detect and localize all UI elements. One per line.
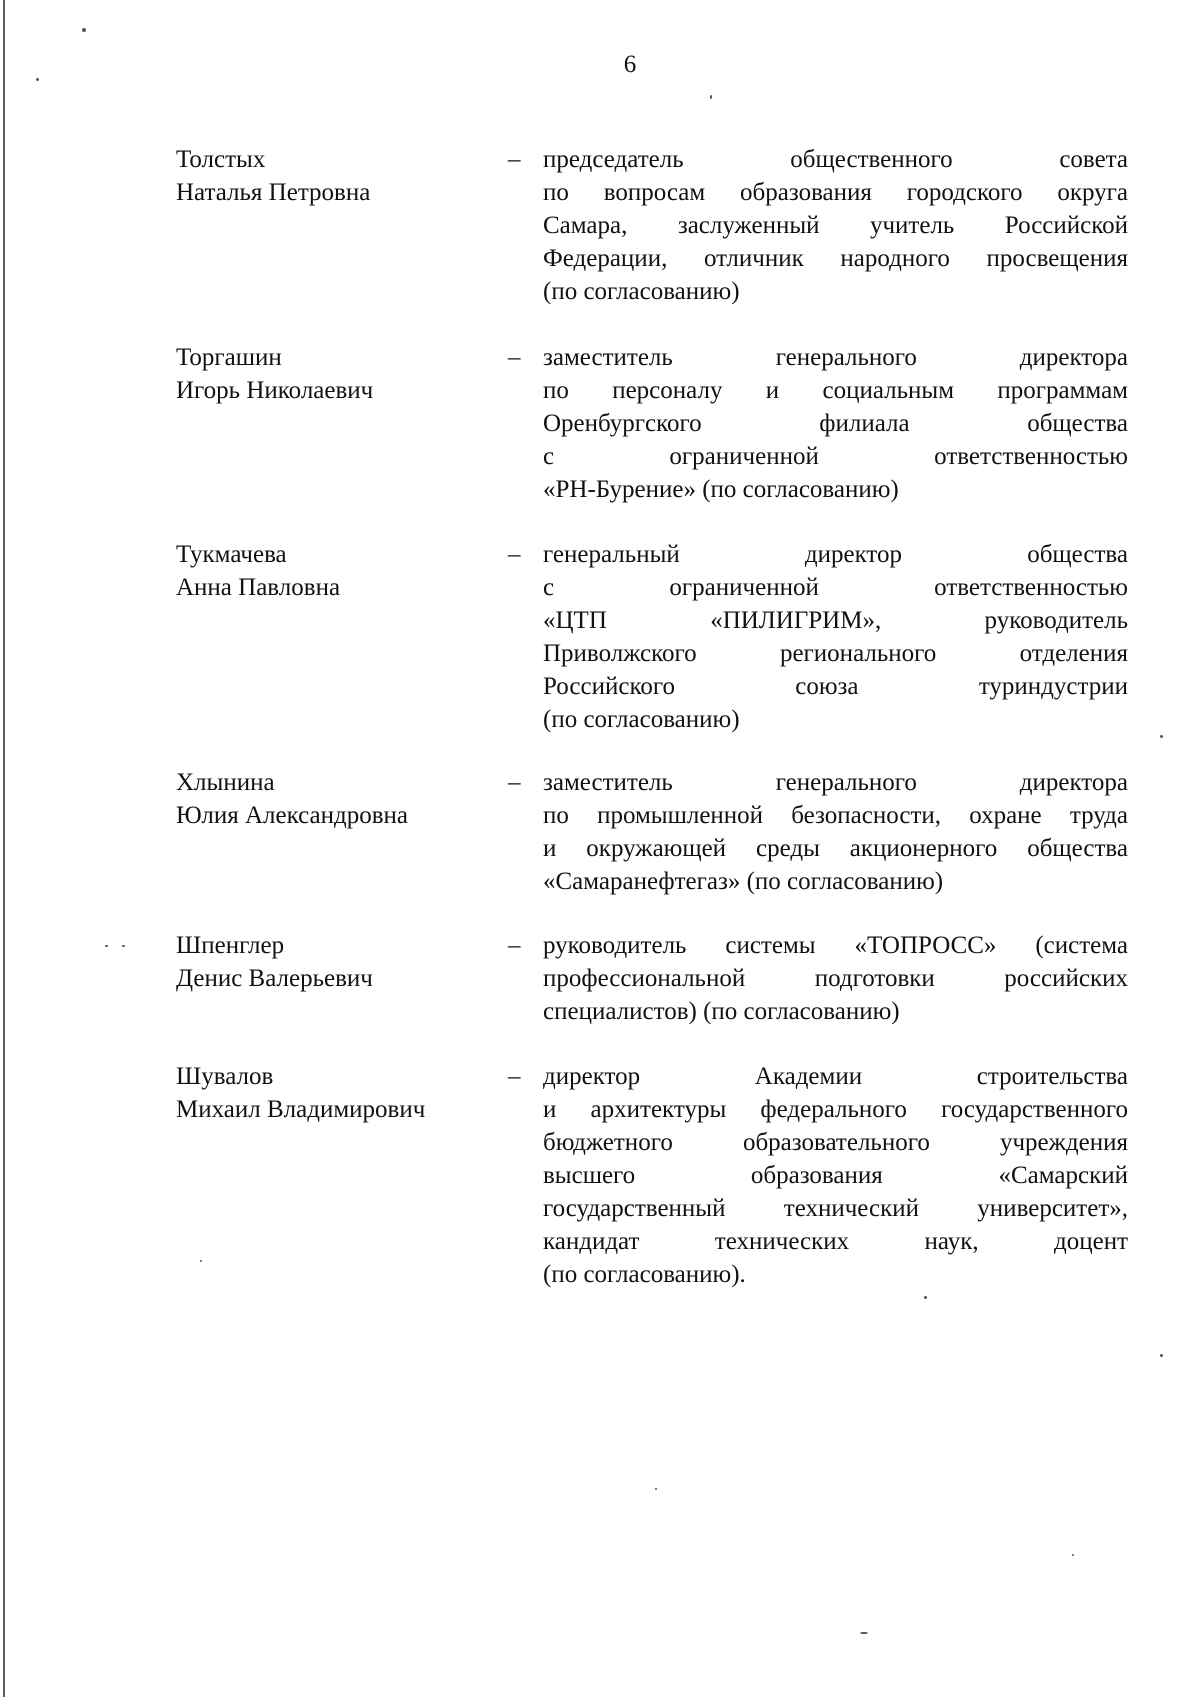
position-line: заместитель генерального директора [543,769,1128,796]
scan-speck [1160,1354,1163,1357]
member-given-names: Анна Павловна [176,574,341,601]
entry-dash: – [508,146,521,173]
position-line: руководитель системы «ТОПРОСС» (система [543,932,1128,959]
scan-edge [3,0,5,1697]
member-position [543,143,1128,308]
member-position [543,929,1128,1028]
member-given-names: Игорь Николаевич [176,377,374,404]
position-line: по промышленной безопасности, охране труда [543,802,1128,829]
position-line: кандидат технических наук, доцент [543,1228,1128,1255]
member-surname: Толстых [176,146,266,173]
position-line: директор Академии строительства [543,1063,1128,1090]
scan-speck [82,28,86,32]
position-line: специалистов) (по согласованию) [543,998,900,1025]
scan-speck [710,95,712,99]
scan-speck [860,1632,868,1634]
entry-dash: – [508,932,521,959]
position-line: и окружающей среды акционерного общества [543,835,1128,862]
member-surname: Торгашин [176,344,282,371]
position-line: генеральный директор общества [543,541,1128,568]
scan-speck [1160,735,1163,738]
position-line: по персоналу и социальным программам [543,377,1128,404]
entry-dash: – [508,541,521,568]
position-line: заместитель генерального директора [543,344,1128,371]
position-line: профессиональной подготовки российских [543,965,1128,992]
member-given-names: Юлия Александровна [176,802,408,829]
position-line: Российского союза туриндустрии [543,673,1128,700]
position-line: (по согласованию). [543,1261,746,1288]
member-surname: Хлынина [176,769,275,796]
entry-dash: – [508,769,521,796]
member-surname: Шпенглер [176,932,285,959]
position-line: Приволжского регионального отделения [543,640,1128,667]
position-line: с ограниченной ответственностью [543,574,1128,601]
scan-speck [36,78,39,81]
position-line: Самара, заслуженный учитель Российской [543,212,1128,239]
position-line: высшего образования «Самарский [543,1162,1128,1189]
page-number: 6 [623,51,637,78]
member-name [176,143,476,209]
member-given-names: Михаил Владимирович [176,1096,426,1123]
member-given-names: Денис Валерьевич [176,965,373,992]
member-given-names: Наталья Петровна [176,179,371,206]
scan-speck [105,945,108,947]
member-position [543,538,1128,736]
position-line: и архитектуры федерального государственного [543,1096,1128,1123]
position-line: Оренбургского филиала общества [543,410,1128,437]
entry-dash: – [508,1063,521,1090]
member-name [176,766,476,832]
position-line: с ограниченной ответственностью [543,443,1128,470]
entry-dash: – [508,344,521,371]
position-line: (по согласованию) [543,278,740,305]
position-line: «ЦТП «ПИЛИГРИМ», руководитель [543,607,1128,634]
member-name [176,929,476,995]
member-name [176,341,476,407]
scan-speck [655,1488,657,1490]
member-position [543,1060,1128,1291]
scan-speck [200,1260,202,1262]
position-line: по вопросам образования городского округа [543,179,1128,206]
member-surname: Тукмачева [176,541,287,568]
position-line: «Самаранефтегаз» (по согласованию) [543,868,944,895]
position-line: (по согласованию) [543,706,740,733]
member-position [543,341,1128,506]
position-line: «РН-Бурение» (по согласованию) [543,476,899,503]
position-line: председатель общественного совета [543,146,1128,173]
scan-speck [1072,1554,1074,1556]
member-name [176,538,476,604]
member-position [543,766,1128,898]
scan-speck [924,1296,927,1299]
member-surname: Шувалов [176,1063,274,1090]
scan-speck [122,945,125,947]
position-line: бюджетного образовательного учреждения [543,1129,1128,1156]
position-line: государственный технический университет», [543,1195,1128,1222]
member-name [176,1060,476,1126]
position-line: Федерации, отличник народного просвещения [543,245,1128,272]
